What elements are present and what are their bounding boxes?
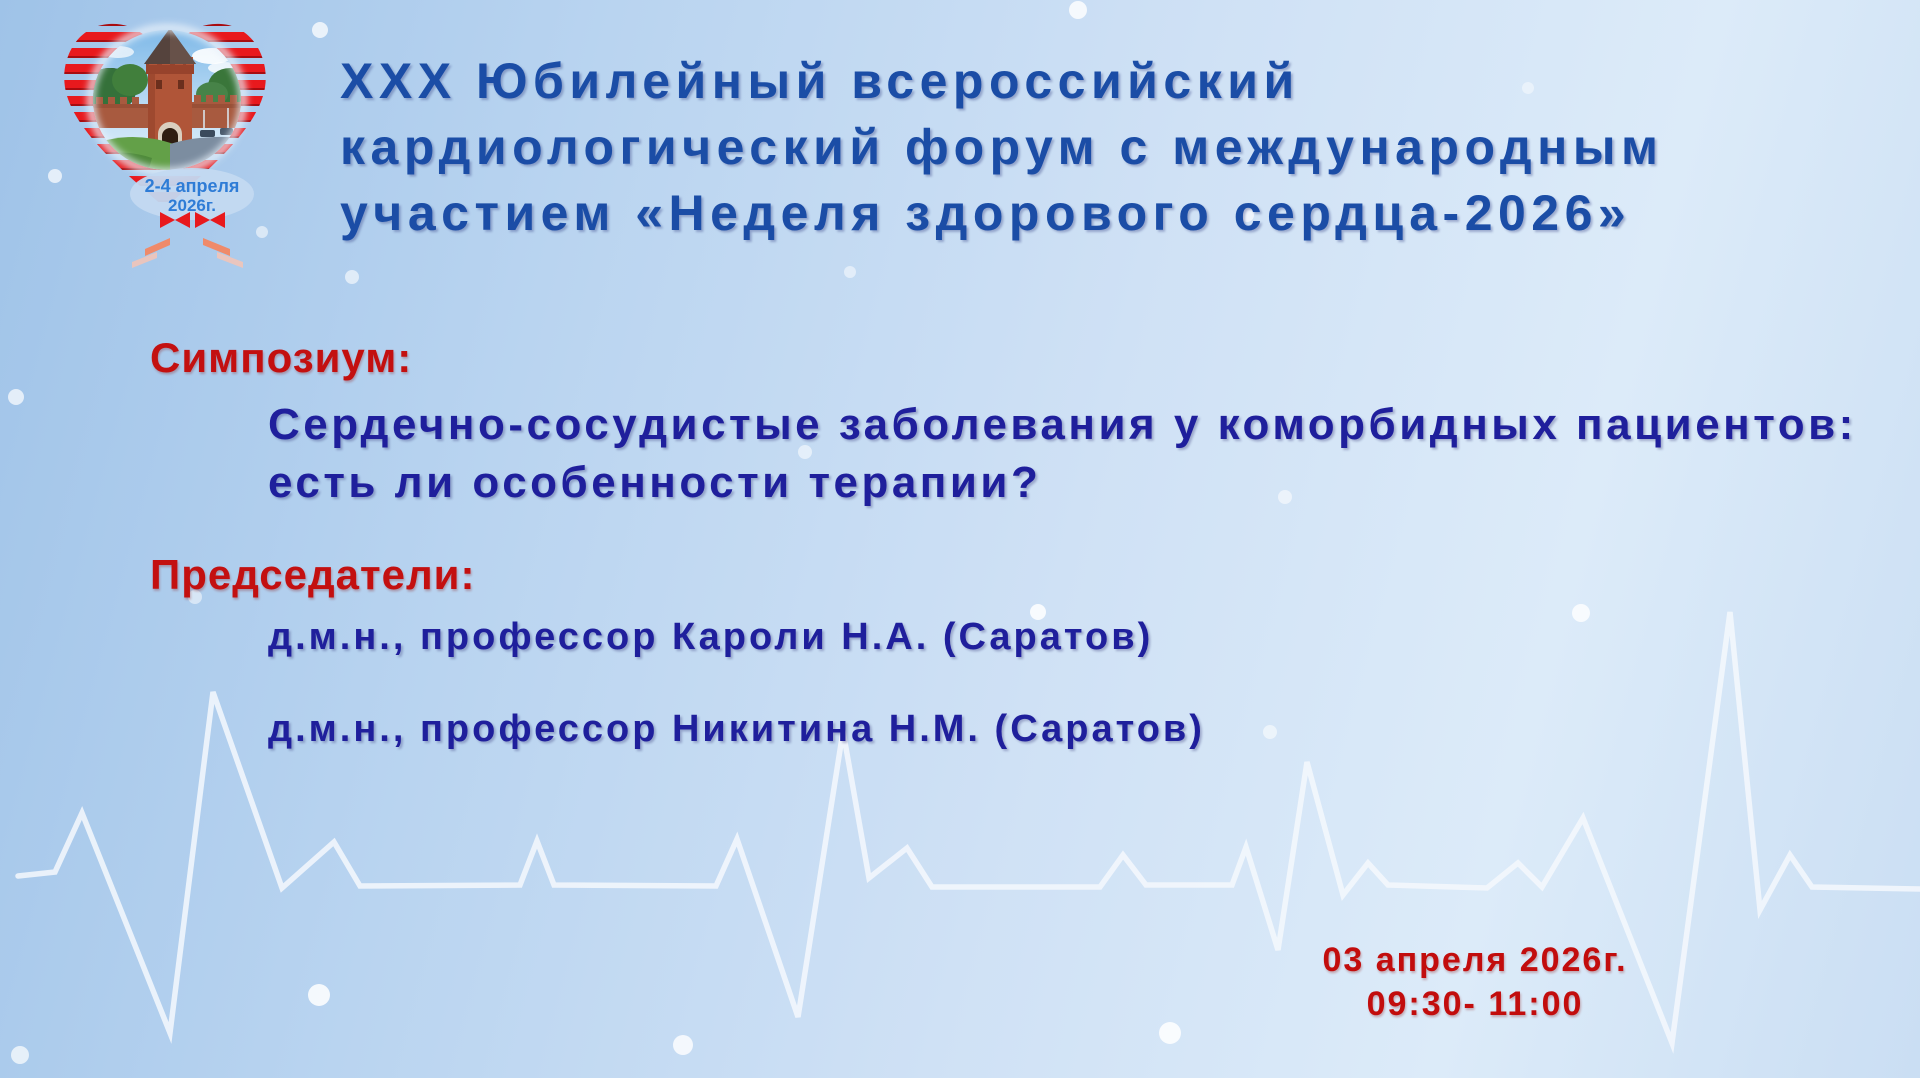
snow-dot: [8, 389, 24, 405]
snow-dot: [1069, 1, 1087, 19]
symposium-label: Симпозиум:: [150, 334, 413, 381]
snow-dot: [673, 1035, 693, 1055]
chair-name-1: д.м.н., профессор Кароли Н.А. (Саратов): [268, 616, 1154, 658]
snow-dot: [312, 22, 328, 38]
trees-left: [112, 64, 148, 96]
snow-dot: [11, 1046, 29, 1064]
forum-title-line2: кардиологический форум с международным: [340, 119, 1664, 175]
forum-title: [340, 48, 1740, 246]
logo-date-line2: 2026г.: [168, 196, 216, 215]
session-date: 03 апреля 2026г.: [1322, 941, 1628, 979]
session-schedule: [1280, 938, 1670, 1026]
snow-dot: [1263, 725, 1277, 739]
symposium-title-line1: Сердечно-сосудистые заболевания у коморбидных пациентов:: [268, 400, 1857, 449]
chair-name-2: д.м.н., профессор Никитина Н.М. (Саратов): [268, 708, 1205, 750]
snow-dot: [1159, 1022, 1181, 1044]
session-time: 09:30- 11:00: [1366, 985, 1584, 1023]
snow-dot: [308, 984, 330, 1006]
forum-title-line1: XXX Юбилейный всероссийский: [340, 53, 1300, 109]
parked-car: [200, 130, 215, 137]
snow-dot: [345, 270, 359, 284]
forum-title-line3: участием «Неделя здорового сердца-2026»: [340, 185, 1632, 241]
chairs-label: Председатели:: [150, 551, 476, 598]
snow-dot: [844, 266, 856, 278]
ribbon-tails: [132, 212, 243, 268]
symposium-title: [268, 396, 1888, 512]
symposium-title-line2: есть ли особенности терапии?: [268, 458, 1042, 507]
logo-date-line1: 2-4 апреля: [144, 176, 240, 196]
snow-dot: [1572, 604, 1590, 622]
forum-logo: [52, 12, 282, 274]
